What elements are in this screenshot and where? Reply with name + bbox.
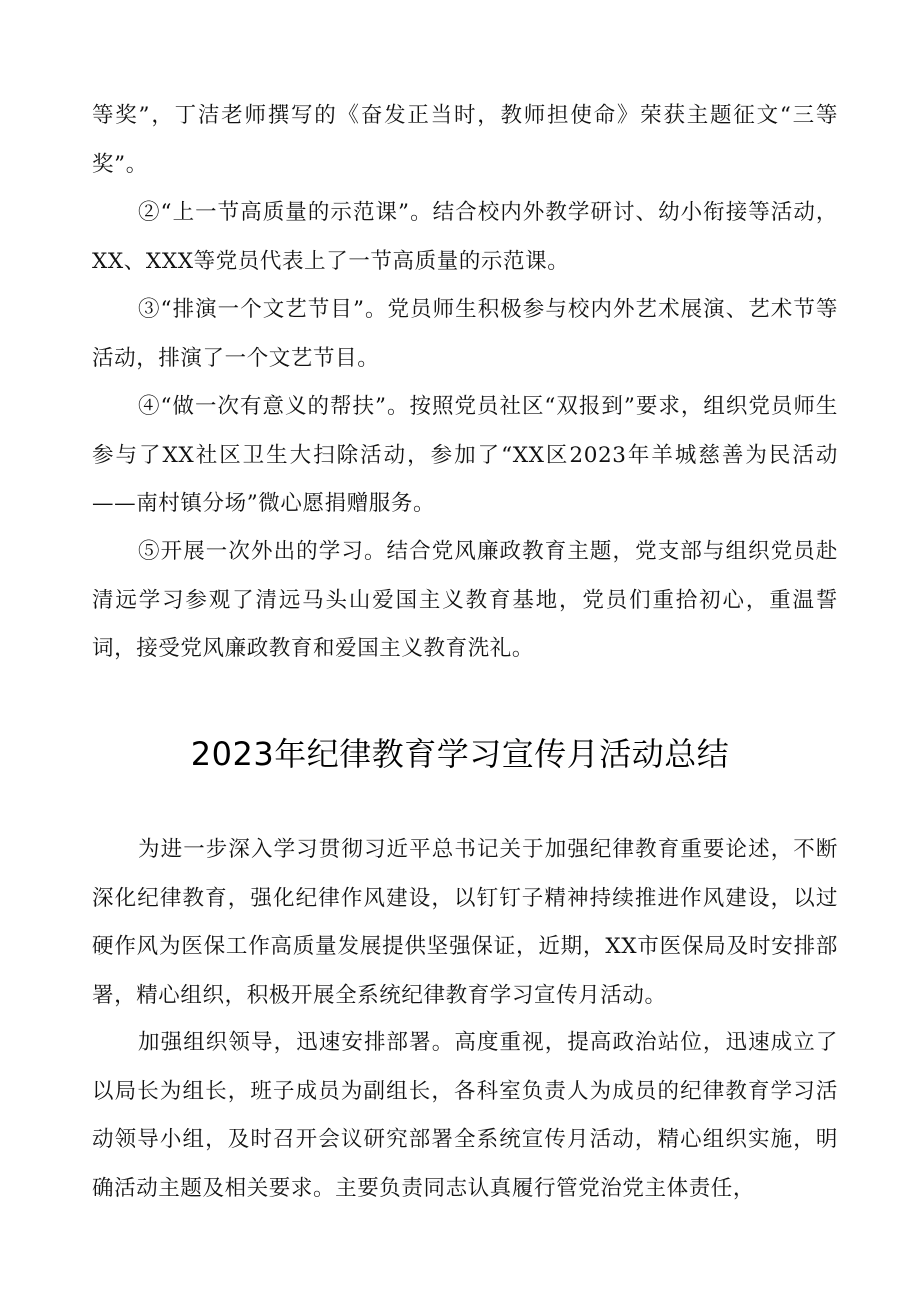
body-paragraph-continued: 等奖”，丁洁老师撰写的《奋发正当时，教师担使命》荣获主题征文“三等奖”。 bbox=[92, 103, 838, 177]
body-paragraph-community-help: ④“做一次有意义的帮扶”。按照党员社区“双报到”要求，组织党员师生参与了XX社区卫生大扫除活动，参加了“XX区2023年羊城慈善为民活动——南村镇分场”微心愿捐赠服务。 bbox=[92, 394, 838, 516]
body-paragraph-intro: 为进一步深入学习贯彻习近平总书记关于加强纪律教育重要论述，不断深化纪律教育，强化纪律作风建设，以钉钉子精神持续推进作风建设，以过硬作风为医保工作高质量发展提供坚强保证，近期，XX市医保局及时安排部署，精心组织，积极开展全系统纪律教育学习宣传月活动。 bbox=[92, 837, 838, 1008]
document-title: 2023年纪律教育学习宣传月活动总结 bbox=[190, 735, 730, 773]
body-paragraph-study-trip: ⑤开展一次外出的学习。结合党风廉政教育主题，党支部与组织党员赴清远学习参观了清远马头山爱国主义教育基地，党员们重拾初心，重温誓词，接受党风廉政教育和爱国主义教育洗礼。 bbox=[92, 539, 838, 661]
body-paragraph-demo-class: ②“上一节高质量的示范课”。结合校内外教学研讨、幼小衔接等活动，XX、XXX等党员代表上了一节高质量的示范课。 bbox=[92, 200, 838, 274]
body-paragraph-art-program: ③“排演一个文艺节目”。党员师生积极参与校内外艺术展演、艺术节等活动，排演了一个文艺节目。 bbox=[92, 297, 838, 371]
body-paragraph-organization: 加强组织领导，迅速安排部署。高度重视，提高政治站位，迅速成立了以局长为组长，班子成员为副组长，各科室负责人为成员的纪律教育学习活动领导小组，及时召开会议研究部署全系统宣传月活动，精心组织实施，明确活动主题及相关要求。主要负责同志认真履行管党治党主体责任， bbox=[92, 1030, 838, 1201]
